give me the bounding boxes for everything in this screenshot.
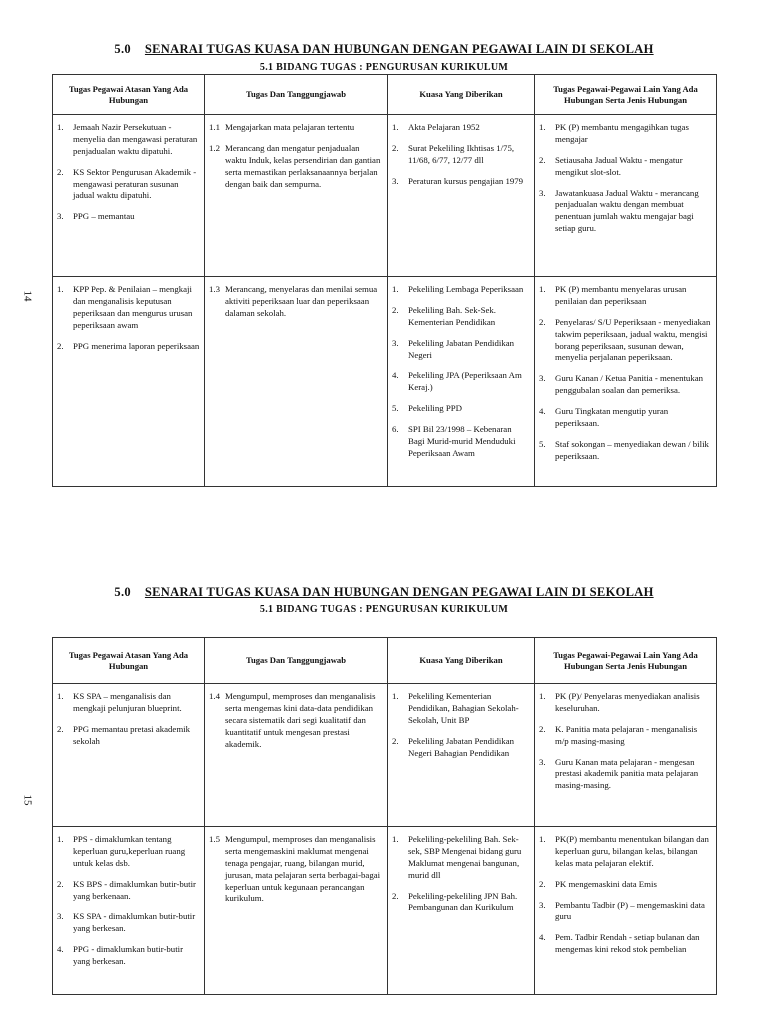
item-list (392, 122, 530, 188)
item-text: Merancang, menyelaras dan menilai semua aktiviti peperiksaan luar dan peperiksaan dalaman sekolah. (225, 284, 378, 318)
item-text: Setiausaha Jadual Waktu - mengatur mengikut slot-slot. (555, 154, 683, 177)
cell-authority (388, 827, 535, 995)
item-list (392, 691, 530, 759)
item-number: 4. (392, 370, 399, 381)
list-item (209, 122, 383, 134)
list-item (209, 691, 383, 750)
list-item (57, 944, 200, 968)
item-text: Guru Kanan mata pelajaran - mengesan prestasi akademik panitia mata pelajaran masing-masing. (555, 756, 699, 791)
item-text: Penyelaras/ S/U Peperiksaan - menyediakan takwim peperiksaan, jadual waktu, mengisi borang peperiksaan, susunan dewan, menyelia perjalanan peperiksaan. (555, 316, 711, 363)
item-text: K. Panitia mata pelajaran - menganalisis m/p masing-masing (555, 723, 698, 746)
cell-authority (388, 115, 535, 277)
duties-table (52, 637, 717, 995)
item-number: 3. (392, 337, 399, 348)
item-list (57, 691, 200, 748)
item-text: PK mengemaskini data Emis (555, 878, 657, 889)
cell-other-officers (535, 827, 717, 995)
item-text: Pekeliling Lembaga Peperiksaan (408, 284, 524, 294)
item-text: KS Sektor Pengurusan Akademik - mengawasi peraturan susunan jadual waktu dipatuhi. (73, 166, 197, 201)
item-list (392, 284, 530, 460)
item-text: PK (P) membantu menyelaras urusan penilaian dan peperiksaan (555, 284, 687, 306)
document-page-15 (0, 512, 768, 1024)
list-item (392, 305, 530, 329)
list-item (539, 932, 712, 956)
header-cell: Kuasa Yang Diberikan (388, 638, 535, 684)
table-row (53, 684, 717, 827)
item-text: PK(P) membantu menentukan bilangan dan keperluan guru, bilangan kelas, bilangan kelas mata pelajaran elektif. (555, 834, 709, 868)
item-number: 4. (57, 944, 64, 955)
item-text: PK (P) membantu mengagihkan tugas mengajar (555, 122, 689, 144)
list-item (57, 834, 200, 870)
table-row (53, 115, 717, 277)
item-number: 3. (392, 175, 399, 186)
item-number: 3. (539, 756, 546, 767)
cell-superior-duties (53, 684, 205, 827)
item-text: KS BPS - dimaklumkan butir-butir yang berkenaan. (73, 878, 196, 901)
list-item (57, 341, 200, 353)
cell-superior-duties (53, 277, 205, 487)
header-cell: Tugas Dan Tanggungjawab (205, 75, 388, 115)
item-number: 1. (539, 122, 546, 132)
item-list (392, 834, 530, 914)
list-item (392, 834, 530, 882)
item-text: Mengumpul, memproses dan menganalisis serta mengemas kini data-data pendidikan secara sistematik dari segi kualitatif dan kuantitatif untuk mengesan prestasi akademik. (225, 691, 376, 749)
list-item (539, 373, 712, 397)
header-cell: Tugas Pegawai Atasan Yang Ada Hubungan (53, 75, 205, 115)
cell-responsibilities (205, 115, 388, 277)
list-item (57, 167, 200, 203)
list-item (392, 403, 530, 415)
item-text: Surat Pekeliling Ikhtisas 1/75, 11/68, 6/77, 12/77 dll (408, 142, 515, 165)
cell-other-officers (535, 115, 717, 277)
title-number: 5.0 (114, 585, 131, 599)
list-item (539, 900, 712, 924)
item-number: 2. (57, 340, 64, 351)
item-number: 1.1 (209, 122, 220, 132)
list-item (392, 736, 530, 760)
item-text: Pekeliling Jabatan Pendidikan Negeri (408, 337, 515, 360)
title-text: SENARAI TUGAS KUASA DAN HUBUNGAN DENGAN PEGAWAI LAIN DI SEKOLAH (144, 585, 654, 599)
list-item (392, 691, 530, 727)
item-number: 3. (57, 211, 64, 222)
list-item (539, 122, 712, 146)
item-number: 4. (539, 406, 546, 416)
item-number: 2. (539, 316, 546, 327)
cell-authority (388, 684, 535, 827)
list-item (209, 143, 383, 191)
item-number: 1. (392, 834, 399, 844)
duties-table (52, 74, 717, 487)
item-number: 5. (539, 438, 546, 449)
list-item (539, 439, 712, 463)
item-text: PPG – memantau (73, 211, 135, 222)
item-text: Jemaah Nazir Persekutuan - menyelia dan mengawasi peraturan penjadualan waktu dipatuhi. (73, 122, 198, 156)
item-number: 3. (539, 187, 546, 198)
item-text: Guru Kanan / Ketua Panitia - menentukan penggubalan soalan dan pemeriksa. (555, 373, 704, 396)
item-list (539, 691, 712, 792)
item-text: SPI Bil 23/1998 – Kebenaran Bagi Murid-murid Menduduki Peperiksaan Awam (408, 424, 516, 458)
header-cell: Kuasa Yang Diberikan (388, 75, 535, 115)
item-number: 6. (392, 424, 399, 434)
cell-responsibilities (205, 277, 388, 487)
table-row (53, 827, 717, 995)
section-subtitle: 5.1 BIDANG TUGAS : PENGURUSAN KURIKULUM (259, 62, 509, 73)
item-number: 3. (539, 373, 546, 384)
page-number: 14 (21, 290, 34, 302)
item-list (209, 834, 383, 905)
list-item (392, 891, 530, 915)
item-number: 5. (392, 403, 399, 414)
title-number: 5.0 (114, 42, 131, 56)
item-list (209, 691, 383, 750)
item-text: Pekeliling PPD (408, 403, 463, 414)
item-number: 1. (392, 691, 399, 701)
list-item (209, 284, 383, 320)
item-number: 1. (57, 122, 64, 132)
item-number: 2. (392, 735, 399, 746)
list-item (539, 317, 712, 365)
list-item (392, 122, 530, 134)
item-text: KPP Pep. & Penilaian – mengkaji dan menganalisis keputusan peperiksaan dan mengurus urusan peperiksaan awam (73, 284, 193, 330)
page-title (0, 585, 768, 600)
item-text: Guru Tingkatan mengutip yuran peperiksaan. (555, 406, 669, 428)
cell-other-officers (535, 684, 717, 827)
item-number: 2. (539, 878, 546, 889)
item-text: Pekeliling Bah. Sek-Sek. Kementerian Pendidikan (408, 304, 496, 327)
item-text: Pekeliling-pekeliling JPN Bah. Pembangunan dan Kurikulum (408, 890, 518, 913)
item-list (57, 284, 200, 352)
page-number: 15 (21, 794, 34, 806)
item-number: 2. (539, 154, 546, 165)
item-text: Mengumpul, memproses dan menganalisis serta mengemaskini maklumat mengenai tenaga pengajar, ruang, bilangan murid, jurusan, mata pelajaran serta berbagai-bagai keperluan untuk kegunaan perancangan kurikulum. (225, 834, 381, 904)
list-item (539, 284, 712, 308)
list-item (539, 691, 712, 715)
item-text: Pem. Tadbir Rendah - setiap bulanan dan mengemas kini rekod stok pembelian (555, 932, 700, 955)
item-number: 2. (57, 166, 64, 177)
item-number: 3. (539, 899, 546, 910)
item-list (57, 834, 200, 968)
item-text: Staf sokongan – menyediakan dewan / bilik peperiksaan. (555, 438, 709, 461)
cell-authority (388, 277, 535, 487)
item-text: PK (P)/ Penyelaras menyediakan analisis keseluruhan. (555, 691, 700, 713)
item-number: 1.4 (209, 691, 220, 701)
list-item (209, 834, 383, 905)
item-text: Pekeliling Kementerian Pendidikan, Bahagian Sekolah-Sekolah, Unit BP (408, 691, 519, 725)
item-list (539, 834, 712, 956)
item-number: 1.2 (209, 142, 220, 153)
item-text: PPS - dimaklumkan tentang keperluan guru,keperluan ruang untuk kelas dsb. (73, 834, 186, 868)
header-cell: Tugas Pegawai-Pegawai Lain Yang Ada Hubungan Serta Jenis Hubungan (535, 638, 717, 684)
item-list (209, 122, 383, 190)
item-number: 1. (392, 284, 399, 294)
item-number: 2. (539, 723, 546, 734)
item-text: KS SPA - dimaklumkan butir-butir yang berkesan. (73, 911, 196, 934)
list-item (392, 176, 530, 188)
item-number: 1. (539, 691, 546, 701)
item-list (539, 284, 712, 463)
item-text: Akta Pelajaran 1952 (408, 122, 480, 132)
list-item (57, 691, 200, 715)
item-number: 1.3 (209, 284, 220, 294)
header-cell: Tugas Pegawai Atasan Yang Ada Hubungan (53, 638, 205, 684)
list-item (57, 122, 200, 158)
table-row (53, 277, 717, 487)
item-number: 1. (392, 122, 399, 132)
list-item (57, 724, 200, 748)
item-number: 1. (57, 284, 64, 294)
item-text: Pembantu Tadbir (P) – mengemaskini data guru (555, 899, 705, 922)
list-item (392, 370, 530, 394)
item-text: Pekeliling-pekeliling Bah. Sek-sek, SBP Mengenai bidang guru Maklumat mengenai bangunan, murid dll (408, 834, 522, 880)
item-text: Pekeliling Jabatan Pendidikan Negeri Bahagian Pendidikan (408, 735, 515, 758)
item-number: 1. (539, 834, 546, 844)
list-item (392, 143, 530, 167)
item-number: 1. (57, 834, 64, 844)
list-item (539, 188, 712, 236)
list-item (57, 211, 200, 223)
list-item (539, 724, 712, 748)
header-cell: Tugas Dan Tanggungjawab (205, 638, 388, 684)
item-text: Jawatankuasa Jadual Waktu - merancang penjadualan waktu dengan membuat penentuan jumlah waktu mengajar bagi setiap guru. (555, 187, 699, 234)
cell-superior-duties (53, 115, 205, 277)
item-number: 2. (57, 878, 64, 889)
item-text: Peraturan kursus pengajian 1979 (408, 175, 524, 186)
cell-responsibilities (205, 827, 388, 995)
cell-responsibilities (205, 684, 388, 827)
list-item (539, 834, 712, 870)
item-number: 1. (539, 284, 546, 294)
list-item (57, 879, 200, 903)
item-text: Pekeliling JPA (Peperiksaan Am Keraj.) (408, 370, 522, 393)
item-number: 2. (392, 890, 399, 901)
section-subtitle: 5.1 BIDANG TUGAS : PENGURUSAN KURIKULUM (259, 604, 509, 615)
item-number: 1.5 (209, 834, 220, 844)
cell-superior-duties (53, 827, 205, 995)
list-item (539, 155, 712, 179)
list-item (539, 879, 712, 891)
list-item (539, 757, 712, 793)
item-number: 2. (392, 304, 399, 315)
list-item (57, 284, 200, 332)
item-text: KS SPA – menganalisis dan mengkaji pelunjuran blueprint. (73, 691, 182, 713)
item-list (539, 122, 712, 235)
item-text: Mengajarkan mata pelajaran tertentu (225, 122, 355, 132)
item-number: 2. (392, 142, 399, 153)
list-item (57, 911, 200, 935)
item-text: PPG - dimaklumkan butir-butir yang berkesan. (73, 944, 184, 966)
item-text: Merancang dan mengatur penjadualan waktu Induk, kelas persendirian dan gantian serta memastikan perlaksanaannya berjalan dengan baik dan sempurna. (225, 142, 381, 189)
cell-other-officers (535, 277, 717, 487)
item-text: PPG memantau pretasi akademik sekolah (73, 723, 191, 746)
title-text: SENARAI TUGAS KUASA DAN HUBUNGAN DENGAN PEGAWAI LAIN DI SEKOLAH (144, 42, 654, 56)
item-list (209, 284, 383, 320)
item-number: 2. (57, 723, 64, 734)
page-title (0, 42, 768, 57)
list-item (392, 284, 530, 296)
item-number: 1. (57, 691, 64, 701)
header-cell: Tugas Pegawai-Pegawai Lain Yang Ada Hubungan Serta Jenis Hubungan (535, 75, 717, 115)
list-item (392, 424, 530, 460)
list-item (539, 406, 712, 430)
list-item (392, 338, 530, 362)
item-number: 4. (539, 932, 546, 943)
item-text: PPG menerima laporan peperiksaan (73, 340, 200, 351)
item-list (57, 122, 200, 223)
item-number: 3. (57, 911, 64, 922)
